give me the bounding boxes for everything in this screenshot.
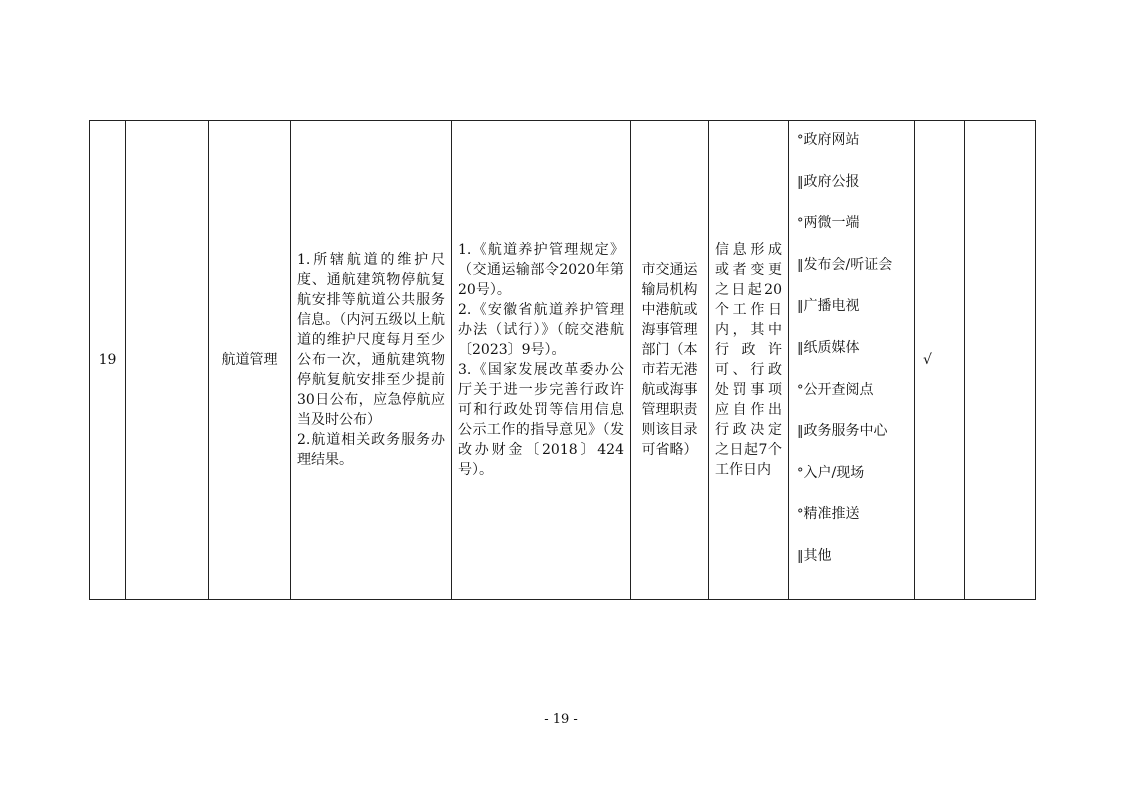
department-cell: 市交通运输局机构中港航或海事管理部门（本市若无港航或海事管理职责则该目录可省略）	[631, 121, 709, 600]
page-number: - 19 -	[544, 712, 578, 727]
channel-item	[797, 254, 906, 296]
channel-label: 政府网站	[803, 132, 860, 148]
channel-item	[797, 337, 906, 379]
channels-cell	[789, 121, 915, 600]
checkbox-mark: ‖	[797, 257, 804, 273]
basis-paragraph: 1.《航道养护管理规定》（交通运输部令2020年第20号）。	[458, 242, 624, 298]
basis-cell	[452, 121, 631, 600]
basis-paragraph: 3.《国家发展改革委办公厅关于进一步完善行政许可和行政处罚等信用信息公示工作的指导意见》（发改办财金〔2018〕424号）。	[458, 362, 624, 478]
channel-item	[797, 212, 906, 254]
channel-item	[797, 379, 906, 421]
time-limit-cell: 信息形成或者变更之日起20个工作日内，其中行政许可、行政处罚事项应自作出行政决定之日起7个工作日内	[709, 121, 789, 600]
content-paragraph: 1.所辖航道的维护尺度、通航建筑物停航复航安排等航道公共服务信息。（内河五级以上航道的维护尺度每月至少公布一次，通航建筑物停航复航安排至少提前30日公布，应急停航应当及时公布）	[297, 252, 445, 428]
channel-item	[797, 420, 906, 462]
checkbox-mark: °	[797, 216, 804, 232]
channel-label: 发布会/听证会	[803, 256, 893, 273]
content-cell	[291, 121, 452, 600]
channel-item	[797, 462, 906, 504]
checkbox-mark: ‖	[797, 548, 804, 564]
checkbox-mark: °	[797, 507, 804, 523]
checkbox-mark: ‖	[797, 340, 804, 356]
checkbox-mark: °	[797, 382, 804, 398]
channel-item	[797, 295, 906, 337]
channel-label: 其他	[803, 547, 832, 564]
channel-label: 政府公报	[803, 173, 860, 190]
channel-label: 入户/现场	[803, 464, 865, 481]
channel-item	[797, 129, 906, 171]
channel-label: 广播电视	[803, 298, 860, 315]
channel-label: 公开查阅点	[803, 381, 874, 398]
content-paragraph: 2.航道相关政务服务办理结果。	[297, 432, 445, 468]
check-mark-cell: √	[915, 121, 965, 600]
empty-cell	[965, 121, 1036, 600]
disclosure-table	[89, 120, 1036, 600]
channel-label: 政务服务中心	[803, 423, 888, 440]
channel-label: 精准推送	[803, 506, 860, 523]
item-cell: 航道管理	[209, 121, 291, 600]
category-cell	[126, 121, 209, 600]
table-row	[90, 121, 1036, 600]
channel-label: 纸质媒体	[803, 339, 860, 356]
checkbox-mark: °	[797, 465, 804, 481]
checkbox-mark: ‖	[797, 299, 804, 315]
channel-item	[797, 545, 906, 587]
channel-label: 两微一端	[803, 215, 860, 232]
channel-item	[797, 503, 906, 545]
row-number: 19	[90, 121, 126, 600]
basis-paragraph: 2.《安徽省航道养护管理办法（试行）》（皖交港航〔2023〕9号）。	[458, 302, 624, 358]
checkbox-mark: ‖	[797, 174, 804, 190]
checkbox-mark: °	[797, 133, 804, 148]
checkbox-mark: ‖	[797, 424, 804, 440]
channel-item	[797, 171, 906, 213]
